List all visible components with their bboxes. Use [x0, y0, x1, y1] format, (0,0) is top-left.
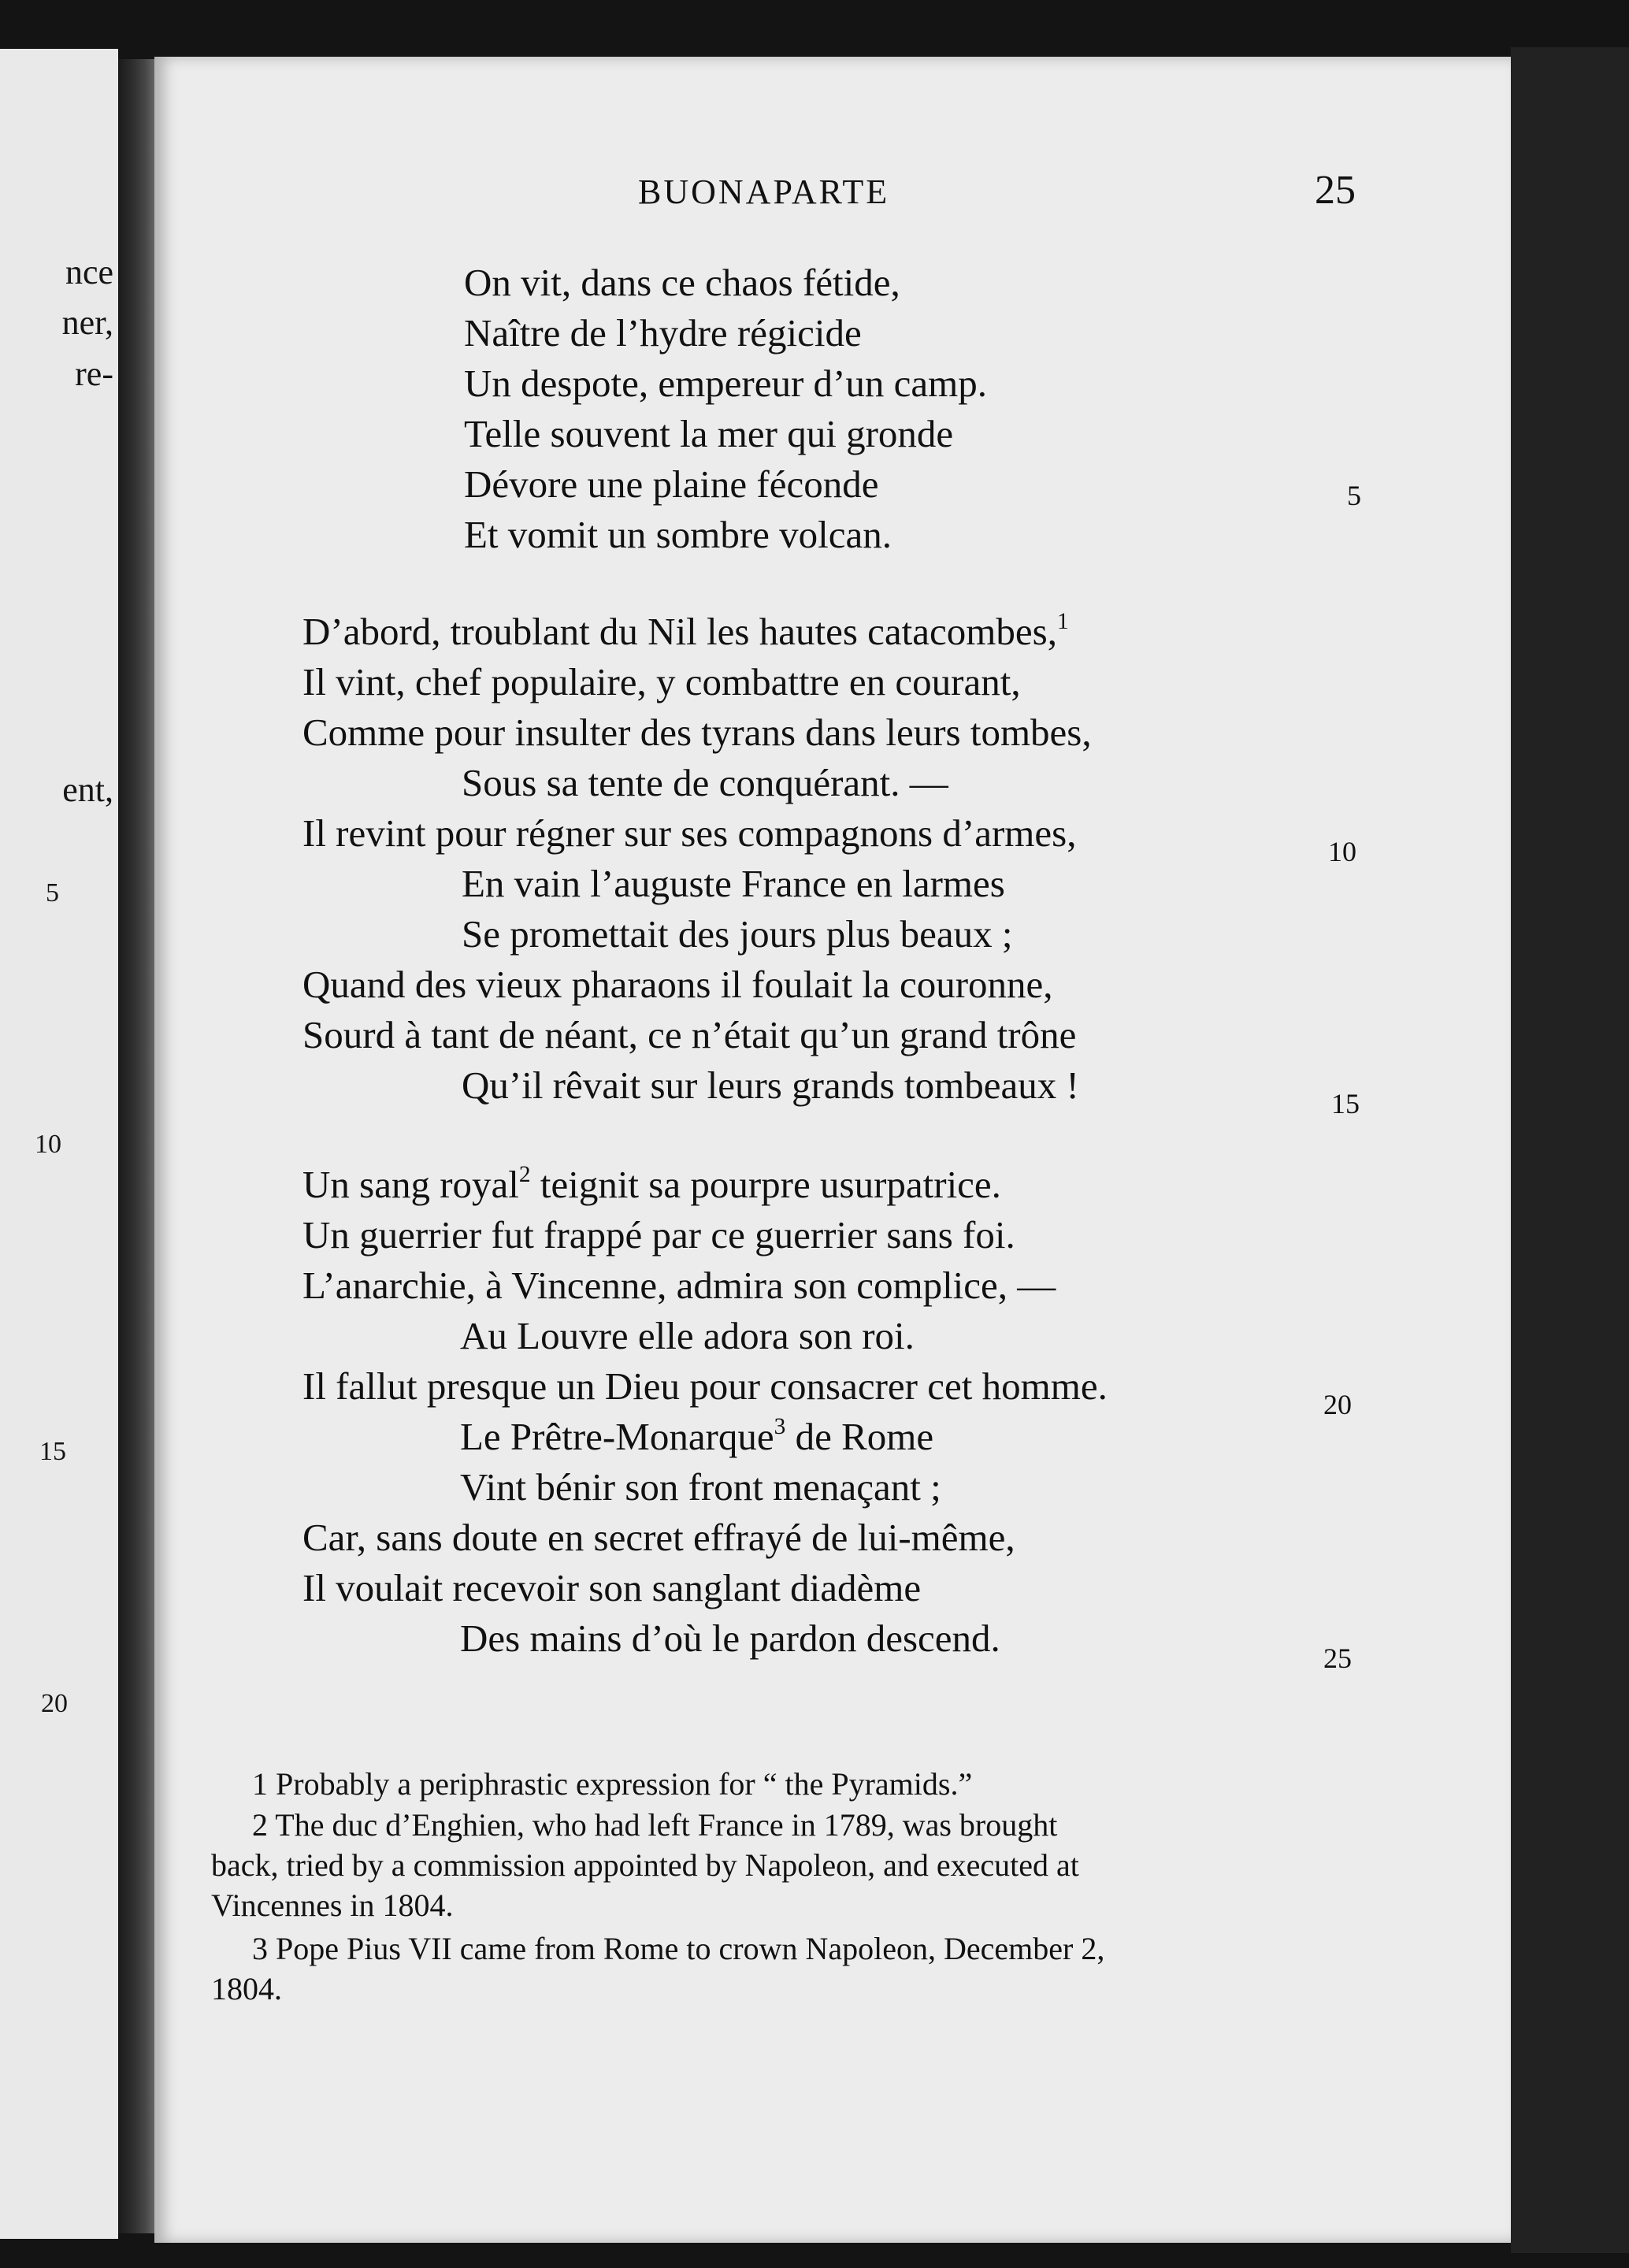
verse-line: Et vomit un sombre volcan. [464, 513, 892, 556]
verse-line: Au Louvre elle adora son roi. [460, 1314, 915, 1357]
prev-page-fragment: nce [65, 253, 113, 291]
verse-line: Il vint, chef populaire, y combattre en courant, [302, 660, 1021, 703]
verse-line: Il revint pour régner sur ses compagnons d’armes, [302, 811, 1077, 855]
verse-line: Dévore une plaine féconde [464, 462, 879, 506]
verse-line: Comme pour insulter des tyrans dans leurs tombes, [302, 711, 1092, 754]
verse-line: Un sang royal$^2$ teignit sa pourpre usurpatrice. [302, 1162, 1001, 1206]
footnote-2: 2 The duc d’Enghien, who had left France in 1789, was brought [252, 1807, 1058, 1843]
verse-line: Qu’il rêvait sur leurs grands tombeaux ! [462, 1063, 1079, 1107]
previous-page-edge [0, 49, 118, 2239]
background-edge [1511, 47, 1629, 2253]
verse-line: Quand des vieux pharaons il foulait la couronne, [302, 963, 1053, 1006]
verse-line: En vain l’auguste France en larmes [462, 862, 1005, 905]
verse-line: Sourd à tant de néant, ce n’était qu’un grand trône [302, 1013, 1077, 1056]
verse-line: Naître de l’hydre régicide [464, 311, 862, 354]
book-page [154, 57, 1511, 2243]
line-number: 5 [1347, 480, 1361, 511]
verse-line: On vit, dans ce chaos fétide, [464, 261, 900, 304]
verse-line: Le Prêtre-Monarque$^3$ de Rome [460, 1414, 934, 1458]
verse-line: L’anarchie, à Vincenne, admira son complice, — [302, 1264, 1056, 1307]
verse-line: Il voulait recevoir son sanglant diadème [302, 1566, 922, 1609]
footnote-2-cont: Vincennes in 1804. [211, 1888, 454, 1923]
footnote-mark: 1 [1056, 609, 1069, 634]
line-number: 20 [1323, 1389, 1352, 1420]
verse-line: Car, sans doute en secret effrayé de lui-même, [302, 1516, 1015, 1559]
verse-line: Il fallut presque un Dieu pour consacrer cet homme. [302, 1364, 1108, 1408]
footnote-mark: 3 [774, 1414, 786, 1439]
footnote-3-cont: 1804. [211, 1971, 282, 2006]
prev-page-fragment: re- [75, 354, 113, 393]
running-header: BUONAPARTE [638, 173, 890, 211]
verse-line: Un guerrier fut frappé par ce guerrier sans foi. [302, 1213, 1015, 1256]
footnote-3: 3 Pope Pius VII came from Rome to crown Napoleon, December 2, [252, 1931, 1105, 1966]
prev-page-fragment: ent, [62, 770, 113, 809]
prev-page-line-number: 10 [35, 1130, 61, 1159]
verse-line: Se promettait des jours plus beaux ; [462, 912, 1013, 956]
prev-page-line-number: 5 [46, 878, 59, 908]
prev-page-line-number: 20 [41, 1689, 68, 1718]
verse-line: Des mains d’où le pardon descend. [460, 1617, 1000, 1660]
footnote-1: 1 Probably a periphrastic expression for “ the Pyramids.” [252, 1766, 973, 1802]
prev-page-line-number: 15 [39, 1437, 66, 1466]
prev-page-fragment: ner, [61, 303, 113, 342]
book-gutter [118, 59, 156, 2233]
verse-line: Un despote, empereur d’un camp. [464, 362, 987, 405]
line-number: 10 [1328, 836, 1356, 867]
verse-line: Sous sa tente de conquérant. — [462, 761, 948, 804]
page-number: 25 [1315, 168, 1356, 213]
footnote-mark: 2 [518, 1162, 531, 1187]
footnote-2-cont: back, tried by a commission appointed by Napoleon, and executed at [211, 1847, 1079, 1883]
verse-line: D’abord, troublant du Nil les hautes catacombes,$^1$ [302, 609, 1069, 653]
line-number: 25 [1323, 1643, 1352, 1674]
verse-line: Vint bénir son front menaçant ; [460, 1465, 941, 1509]
line-number: 15 [1331, 1088, 1360, 1119]
verse-line: Telle souvent la mer qui gronde [464, 412, 954, 455]
